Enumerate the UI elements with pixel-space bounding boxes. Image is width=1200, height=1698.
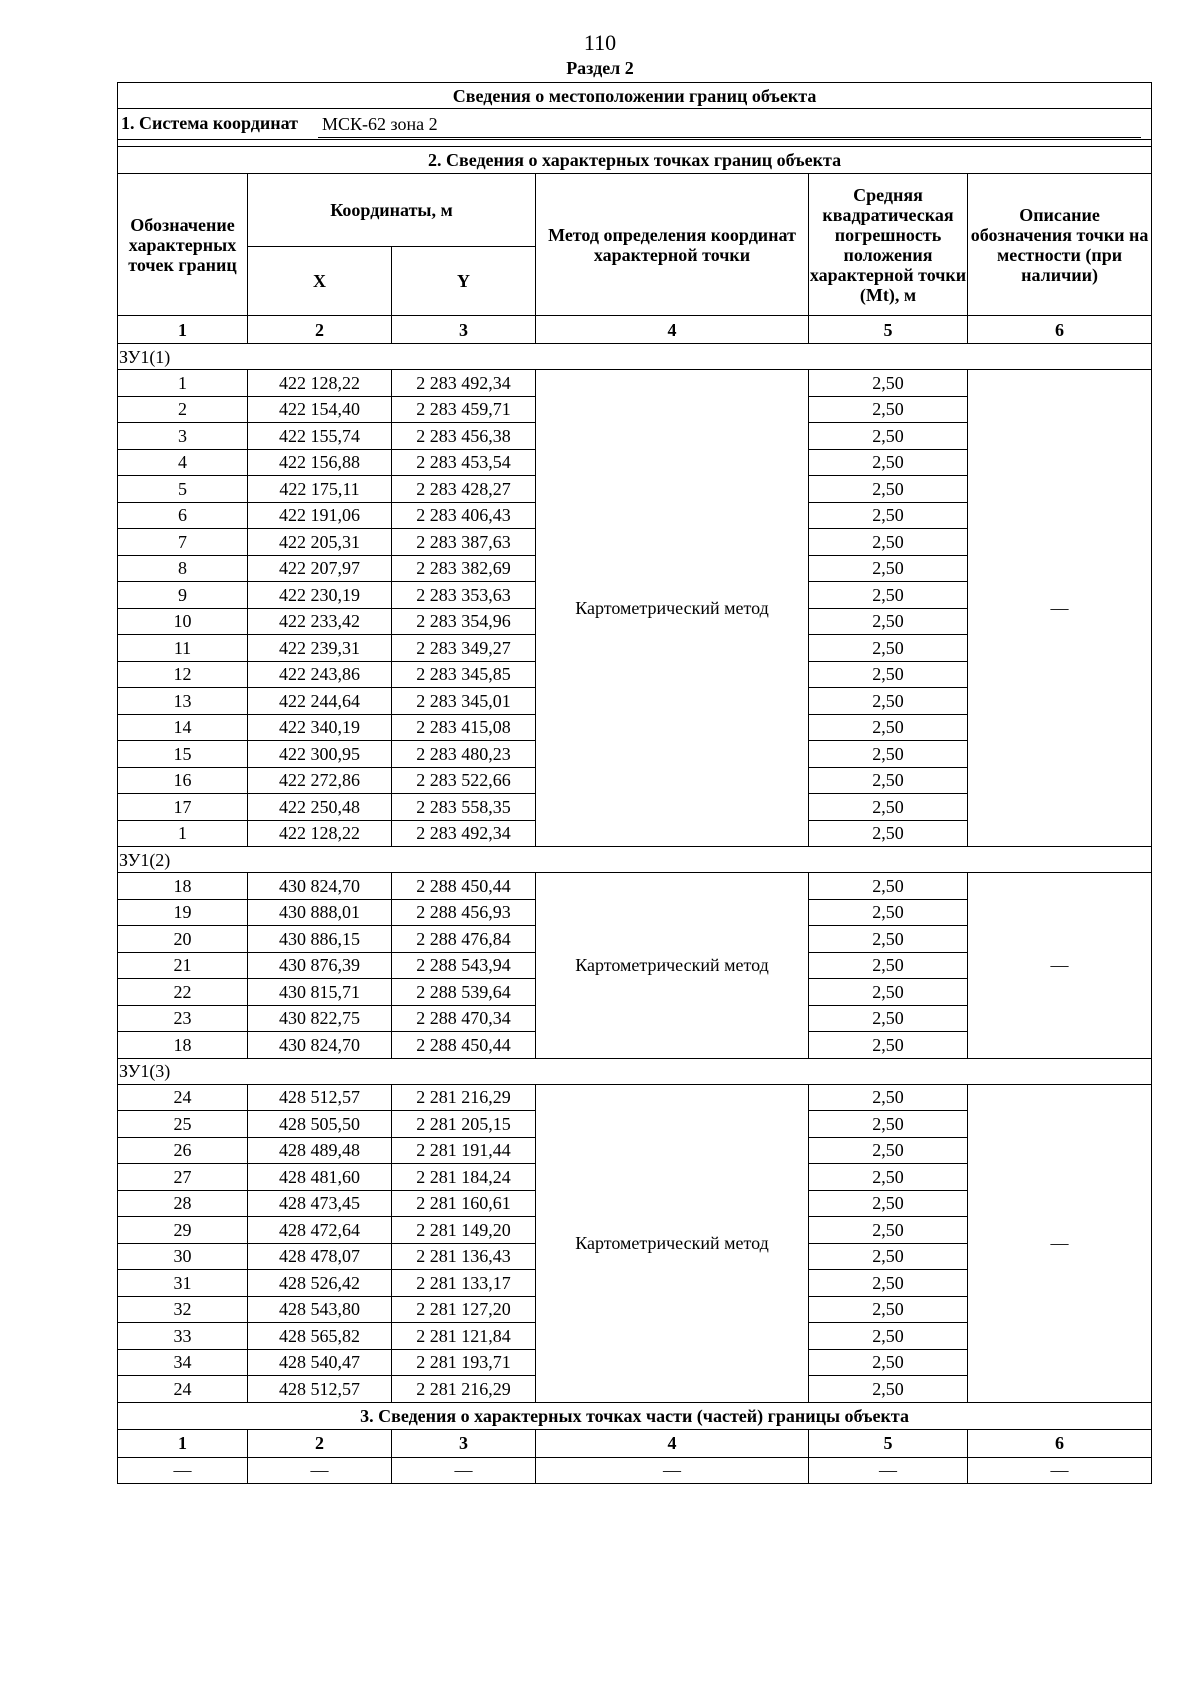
accuracy-value: 2,50 [809, 502, 968, 529]
accuracy-value: 2,50 [809, 1005, 968, 1032]
point-number: 17 [118, 794, 248, 821]
accuracy-value: 2,50 [809, 979, 968, 1006]
coordinate-y: 2 288 470,34 [392, 1005, 536, 1032]
points-section-title: 2. Сведения о характерных точках границ объекта [118, 147, 1152, 174]
accuracy-value: 2,50 [809, 1349, 968, 1376]
accuracy-value: 2,50 [809, 926, 968, 953]
coordinate-system-value: МСК-62 зона 2 [318, 114, 1141, 138]
point-number: 18 [118, 873, 248, 900]
description-cell: — [968, 1084, 1152, 1402]
accuracy-value: 2,50 [809, 370, 968, 397]
column-number: 5 [809, 316, 968, 344]
accuracy-value: 2,50 [809, 794, 968, 821]
point-number: 23 [118, 1005, 248, 1032]
header-method: Метод определения координат характерной точки [536, 174, 809, 316]
point-number: 19 [118, 899, 248, 926]
coordinate-y: 2 281 133,17 [392, 1270, 536, 1297]
point-number: 8 [118, 555, 248, 582]
coordinate-y: 2 281 121,84 [392, 1323, 536, 1350]
coordinate-x: 430 876,39 [248, 952, 392, 979]
coordinate-y: 2 283 345,85 [392, 661, 536, 688]
coordinate-x: 428 481,60 [248, 1164, 392, 1191]
header-description: Описание обозначения точки на местности (при наличии) [968, 174, 1152, 316]
point-number: 31 [118, 1270, 248, 1297]
coordinate-x: 422 300,95 [248, 741, 392, 768]
parts-column-number: 5 [809, 1429, 968, 1457]
coordinate-x: 428 512,57 [248, 1084, 392, 1111]
coordinate-y: 2 281 127,20 [392, 1296, 536, 1323]
point-number: 15 [118, 741, 248, 768]
parts-cell: — [809, 1457, 968, 1483]
accuracy-value: 2,50 [809, 582, 968, 609]
accuracy-value: 2,50 [809, 767, 968, 794]
point-number: 18 [118, 1032, 248, 1059]
point-number: 24 [118, 1376, 248, 1403]
accuracy-value: 2,50 [809, 1270, 968, 1297]
coordinate-x: 422 156,88 [248, 449, 392, 476]
coordinate-x: 428 543,80 [248, 1296, 392, 1323]
point-number: 7 [118, 529, 248, 556]
coordinate-system-label: 1. Система координат [121, 113, 298, 133]
method-cell: Картометрический метод [536, 1084, 809, 1402]
point-number: 24 [118, 1084, 248, 1111]
coordinate-x: 422 230,19 [248, 582, 392, 609]
parts-table-row [118, 1457, 1152, 1483]
accuracy-value: 2,50 [809, 635, 968, 662]
page-number: 110 [583, 30, 617, 55]
table-row [118, 873, 1152, 900]
point-number: 1 [118, 820, 248, 847]
coordinate-x: 428 526,42 [248, 1270, 392, 1297]
point-number: 14 [118, 714, 248, 741]
coordinate-y: 2 281 193,71 [392, 1349, 536, 1376]
coordinate-x: 422 250,48 [248, 794, 392, 821]
column-number: 2 [248, 316, 392, 344]
header-x: X [248, 247, 392, 316]
group-label: ЗУ1(2) [118, 847, 1152, 873]
boundary-table [117, 82, 1152, 1484]
parts-cell: — [248, 1457, 392, 1483]
table-title: Сведения о местоположении границ объекта [118, 83, 1152, 109]
point-number: 33 [118, 1323, 248, 1350]
point-number: 12 [118, 661, 248, 688]
coordinate-x: 430 888,01 [248, 899, 392, 926]
coordinate-y: 2 283 456,38 [392, 423, 536, 450]
table-row [118, 1084, 1152, 1111]
coordinate-y: 2 283 492,34 [392, 820, 536, 847]
coordinate-x: 428 565,82 [248, 1323, 392, 1350]
point-number: 25 [118, 1111, 248, 1138]
coordinate-x: 430 822,75 [248, 1005, 392, 1032]
parts-cell: — [392, 1457, 536, 1483]
coordinate-y: 2 281 205,15 [392, 1111, 536, 1138]
coordinate-y: 2 283 354,96 [392, 608, 536, 635]
coordinate-y: 2 283 406,43 [392, 502, 536, 529]
method-cell: Картометрический метод [536, 873, 809, 1059]
coordinate-x: 428 512,57 [248, 1376, 392, 1403]
coordinate-x: 422 207,97 [248, 555, 392, 582]
accuracy-value: 2,50 [809, 714, 968, 741]
coordinate-y: 2 283 382,69 [392, 555, 536, 582]
coordinate-y: 2 281 136,43 [392, 1243, 536, 1270]
coordinate-x: 422 243,86 [248, 661, 392, 688]
coordinate-x: 422 205,31 [248, 529, 392, 556]
coordinate-x: 422 244,64 [248, 688, 392, 715]
point-number: 30 [118, 1243, 248, 1270]
coordinate-y: 2 283 415,08 [392, 714, 536, 741]
point-number: 34 [118, 1349, 248, 1376]
coordinate-x: 422 128,22 [248, 820, 392, 847]
parts-column-number: 2 [248, 1429, 392, 1457]
accuracy-value: 2,50 [809, 555, 968, 582]
coordinate-x: 422 340,19 [248, 714, 392, 741]
coordinate-y: 2 283 353,63 [392, 582, 536, 609]
point-number: 11 [118, 635, 248, 662]
column-number: 3 [392, 316, 536, 344]
accuracy-value: 2,50 [809, 1323, 968, 1350]
parts-column-number: 3 [392, 1429, 536, 1457]
accuracy-value: 2,50 [809, 1164, 968, 1191]
accuracy-value: 2,50 [809, 608, 968, 635]
point-number: 3 [118, 423, 248, 450]
description-cell: — [968, 873, 1152, 1059]
point-number: 13 [118, 688, 248, 715]
group-label: ЗУ1(3) [118, 1058, 1152, 1084]
coordinate-x: 422 239,31 [248, 635, 392, 662]
coordinate-y: 2 281 149,20 [392, 1217, 536, 1244]
coordinate-x: 430 824,70 [248, 1032, 392, 1059]
point-number: 10 [118, 608, 248, 635]
coordinate-x: 422 272,86 [248, 767, 392, 794]
accuracy-value: 2,50 [809, 688, 968, 715]
table-row [118, 370, 1152, 397]
coordinate-y: 2 283 522,66 [392, 767, 536, 794]
column-number: 1 [118, 316, 248, 344]
accuracy-value: 2,50 [809, 661, 968, 688]
point-number: 9 [118, 582, 248, 609]
parts-column-number: 1 [118, 1429, 248, 1457]
accuracy-value: 2,50 [809, 820, 968, 847]
coordinate-y: 2 281 160,61 [392, 1190, 536, 1217]
coordinate-x: 428 505,50 [248, 1111, 392, 1138]
coordinate-x: 422 128,22 [248, 370, 392, 397]
accuracy-value: 2,50 [809, 1376, 968, 1403]
point-number: 2 [118, 396, 248, 423]
parts-cell: — [118, 1457, 248, 1483]
coordinate-y: 2 283 387,63 [392, 529, 536, 556]
spacer-row [118, 140, 1152, 147]
coordinate-x: 422 175,11 [248, 476, 392, 503]
column-number: 6 [968, 316, 1152, 344]
accuracy-value: 2,50 [809, 1111, 968, 1138]
coordinate-x: 422 154,40 [248, 396, 392, 423]
coordinate-system-row [118, 109, 1152, 140]
accuracy-value: 2,50 [809, 1217, 968, 1244]
coordinate-y: 2 283 349,27 [392, 635, 536, 662]
coordinate-y: 2 281 191,44 [392, 1137, 536, 1164]
point-number: 26 [118, 1137, 248, 1164]
coordinate-x: 428 473,45 [248, 1190, 392, 1217]
point-number: 1 [118, 370, 248, 397]
coordinate-y: 2 288 450,44 [392, 873, 536, 900]
parts-column-number: 6 [968, 1429, 1152, 1457]
group-label: ЗУ1(1) [118, 344, 1152, 370]
accuracy-value: 2,50 [809, 396, 968, 423]
accuracy-value: 2,50 [809, 1190, 968, 1217]
coordinate-y: 2 283 480,23 [392, 741, 536, 768]
accuracy-value: 2,50 [809, 476, 968, 503]
accuracy-value: 2,50 [809, 529, 968, 556]
point-number: 4 [118, 449, 248, 476]
header-point-designation: Обозначение характерных точек границ [118, 174, 248, 316]
parts-cell: — [968, 1457, 1152, 1483]
accuracy-value: 2,50 [809, 423, 968, 450]
accuracy-value: 2,50 [809, 1137, 968, 1164]
header-coordinates: Координаты, м [248, 174, 536, 247]
coordinate-y: 2 283 428,27 [392, 476, 536, 503]
coordinate-x: 428 472,64 [248, 1217, 392, 1244]
coordinate-x: 422 233,42 [248, 608, 392, 635]
point-number: 20 [118, 926, 248, 953]
coordinate-y: 2 281 216,29 [392, 1376, 536, 1403]
parts-section-title: 3. Сведения о характерных точках части (частей) границы объекта [118, 1402, 1152, 1429]
accuracy-value: 2,50 [809, 1243, 968, 1270]
accuracy-value: 2,50 [809, 873, 968, 900]
accuracy-value: 2,50 [809, 741, 968, 768]
coordinate-y: 2 288 476,84 [392, 926, 536, 953]
point-number: 16 [118, 767, 248, 794]
parts-cell: — [536, 1457, 809, 1483]
accuracy-value: 2,50 [809, 1296, 968, 1323]
point-number: 21 [118, 952, 248, 979]
point-number: 27 [118, 1164, 248, 1191]
coordinate-x: 428 540,47 [248, 1349, 392, 1376]
coordinate-y: 2 288 539,64 [392, 979, 536, 1006]
coordinate-y: 2 283 558,35 [392, 794, 536, 821]
section-label: Раздел 2 [566, 58, 634, 78]
method-cell: Картометрический метод [536, 370, 809, 847]
accuracy-value: 2,50 [809, 1032, 968, 1059]
accuracy-value: 2,50 [809, 449, 968, 476]
point-number: 5 [118, 476, 248, 503]
column-number: 4 [536, 316, 809, 344]
coordinate-x: 422 155,74 [248, 423, 392, 450]
header-accuracy: Средняя квадратическая погрешность положения характерной точки (Mt), м [809, 174, 968, 316]
point-number: 28 [118, 1190, 248, 1217]
coordinate-y: 2 283 492,34 [392, 370, 536, 397]
coordinate-y: 2 288 450,44 [392, 1032, 536, 1059]
coordinate-y: 2 283 453,54 [392, 449, 536, 476]
header-y: Y [392, 247, 536, 316]
coordinate-x: 428 489,48 [248, 1137, 392, 1164]
accuracy-value: 2,50 [809, 1084, 968, 1111]
point-number: 29 [118, 1217, 248, 1244]
point-number: 6 [118, 502, 248, 529]
coordinate-y: 2 281 216,29 [392, 1084, 536, 1111]
coordinate-y: 2 283 459,71 [392, 396, 536, 423]
accuracy-value: 2,50 [809, 899, 968, 926]
coordinate-y: 2 283 345,01 [392, 688, 536, 715]
point-number: 22 [118, 979, 248, 1006]
coordinate-y: 2 288 543,94 [392, 952, 536, 979]
coordinate-y: 2 288 456,93 [392, 899, 536, 926]
coordinate-x: 430 886,15 [248, 926, 392, 953]
point-number: 32 [118, 1296, 248, 1323]
coordinate-x: 422 191,06 [248, 502, 392, 529]
description-cell: — [968, 370, 1152, 847]
accuracy-value: 2,50 [809, 952, 968, 979]
parts-column-number: 4 [536, 1429, 809, 1457]
coordinate-x: 430 824,70 [248, 873, 392, 900]
coordinate-x: 430 815,71 [248, 979, 392, 1006]
coordinate-y: 2 281 184,24 [392, 1164, 536, 1191]
coordinate-x: 428 478,07 [248, 1243, 392, 1270]
